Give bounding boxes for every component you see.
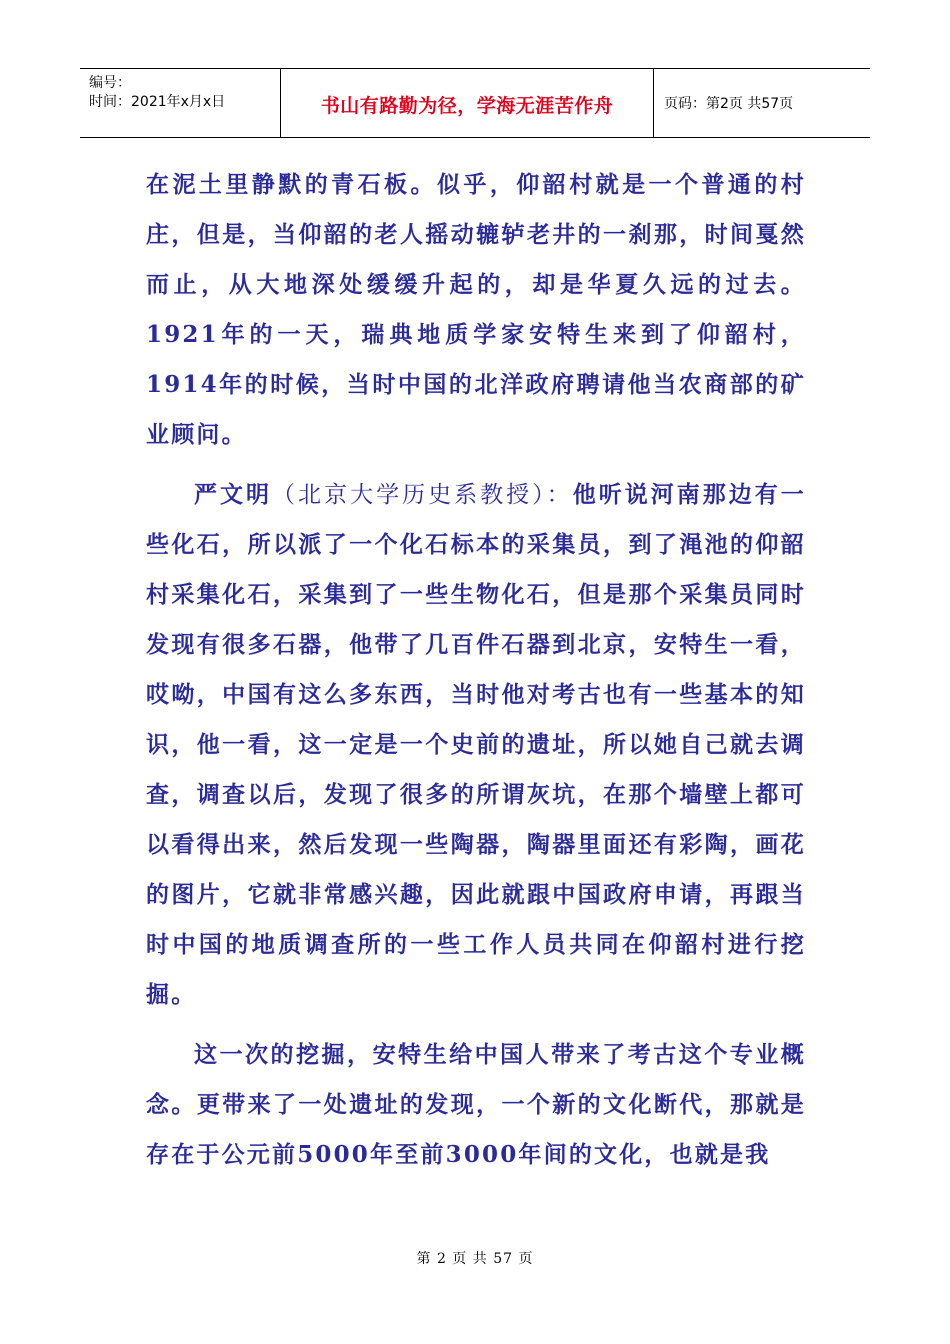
header-meta-cell [80, 69, 281, 137]
paragraph-gap [146, 460, 806, 470]
document-number-label: 编号： [89, 75, 131, 91]
document-body [146, 160, 806, 1180]
body-paragraph-1: 在泥土里静默的青石板。似乎，仰韶村就是一个普通的村庄，但是，当仰韶的老人摇动辘轳老井的一刹那，时间戛然而止，从大地深处缓缓升起的，却是华夏久远的过去。1921年的一天，瑞典地质学家安特生来到了仰韶村，1914年的时候，当时中国的北洋政府聘请他当农商部的矿业顾问。 [146, 171, 806, 448]
speaker-name: 严文明 [194, 481, 273, 508]
header-motto: 书山有路勤为径，学海无涯苦作舟 [320, 94, 614, 117]
page-footer: 第 2 页 共 57 页 [416, 1251, 534, 1267]
document-header [80, 68, 870, 138]
body-paragraph-3: 这一次的挖掘，安特生给中国人带来了考古这个专业概念。更带来了一处遗址的发现，一个新的文化断代，那就是存在于公元前5000年至前3000年间的文化，也就是我 [146, 1041, 806, 1168]
speaker-role: （北京大学历史系教授）： [272, 482, 573, 508]
paragraph-gap [146, 1020, 806, 1030]
header-page-info: 页码：第2页 共57页 [664, 96, 794, 112]
header-motto-cell [281, 69, 654, 137]
body-paragraph-2 [146, 470, 806, 1020]
body-paragraph-2-text: 他听说河南那边有一些化石，所以派了一个化石标本的采集员，到了渑池的仰韶村采集化石，采集到了一些生物化石，但是那个采集员同时发现有很多石器，他带了几百件石器到北京，安特生一看，哎呦，中国有这么多东西，当时他对考古也有一些基本的知识，他一看，这一定是一个史前的遗址，所以她自己就去调查，调查以后，发现了很多的所谓灰坑，在那个墙壁上都可以看得出来，然后发现一些陶器，陶器里面还有彩陶，画花的图片，它就非常感兴趣，因此就跟中国政府申请，再跟当时中国的地质调查所的一些工作人员共同在仰韶村进行挖掘。 [146, 481, 806, 1008]
document-time-label: 时间：2021年x月x日 [89, 94, 226, 110]
header-page-cell [654, 69, 870, 137]
